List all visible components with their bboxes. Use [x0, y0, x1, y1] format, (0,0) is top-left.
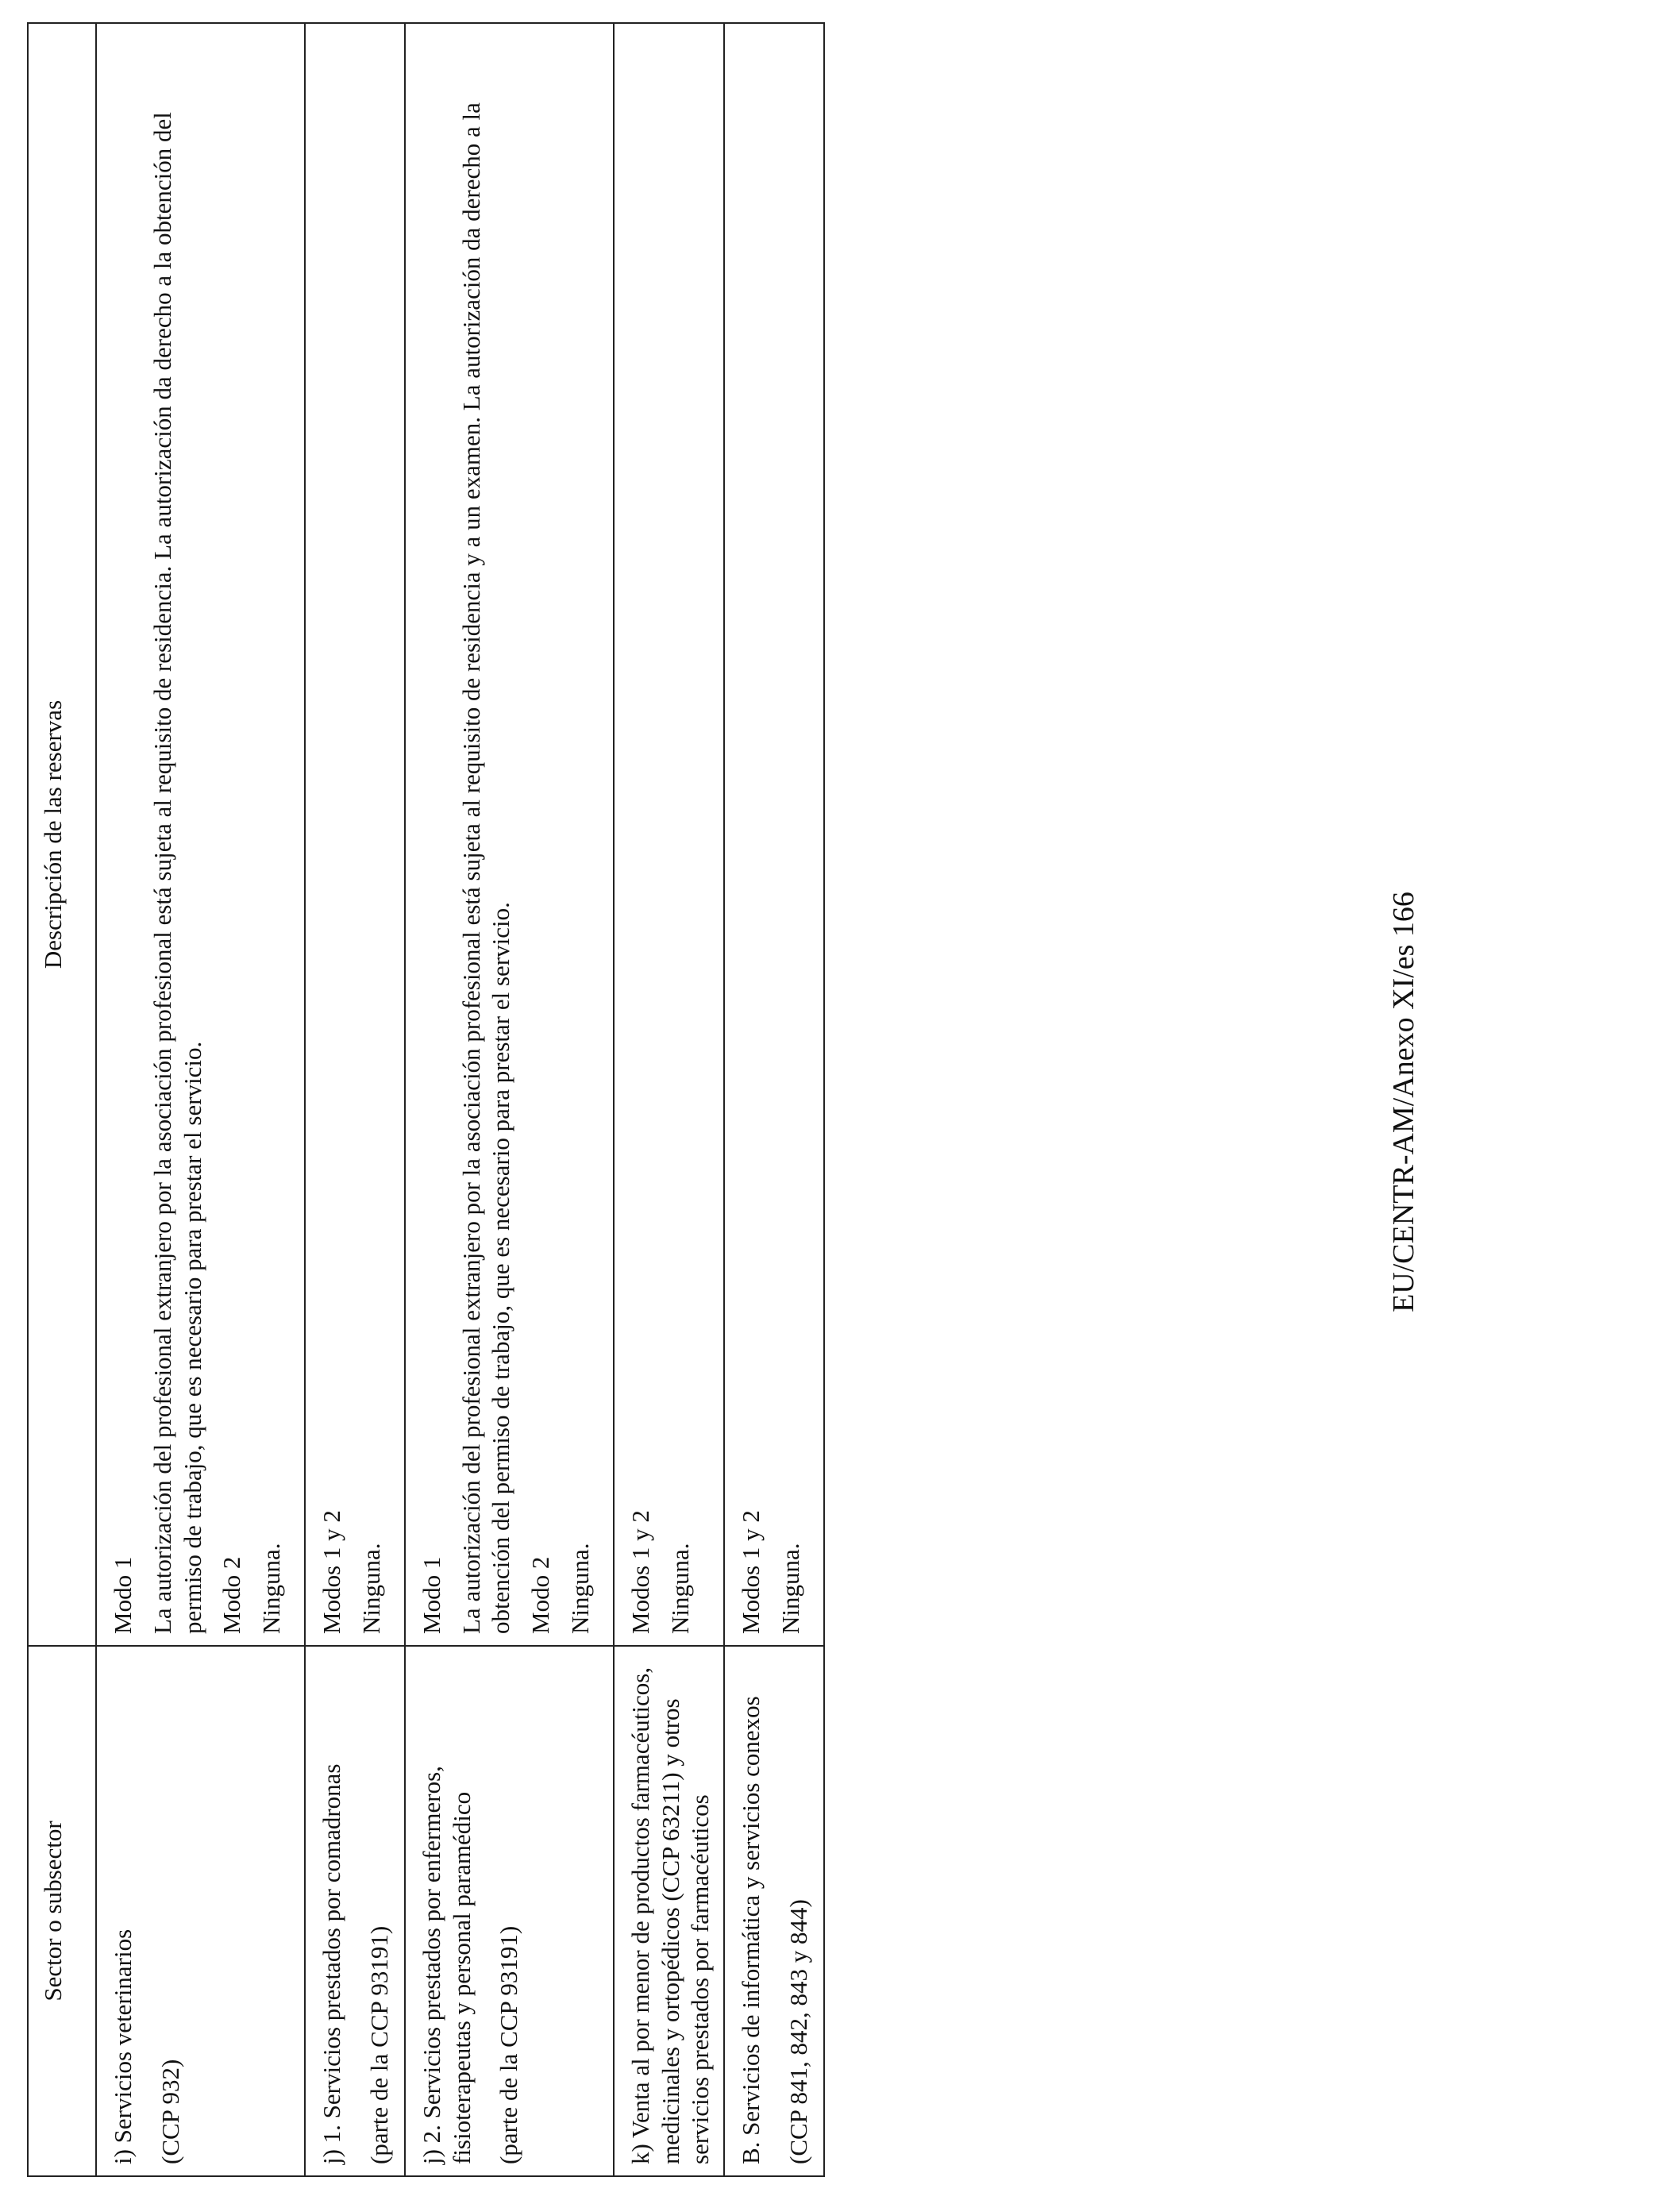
description-cell: [724, 23, 824, 1646]
table-row: [305, 23, 405, 2176]
description-text: Modos 1 y 2: [318, 1510, 346, 1634]
sector-text: (CCP 841, 842, 843 y 844): [784, 1899, 812, 2164]
table-header-row: [28, 23, 96, 2176]
sector-cell: [405, 1646, 614, 2176]
description-text: Ninguna.: [565, 1543, 594, 1634]
table-row: [96, 23, 305, 2176]
sector-text: i) Servicios veterinarios: [109, 1929, 137, 2164]
description-text: Ninguna.: [776, 1543, 804, 1634]
description-text: Modos 1 y 2: [626, 1510, 654, 1634]
header-description: Descripción de las reservas: [28, 23, 96, 1646]
sector-text: (CCP 932): [156, 2059, 184, 2164]
table-row: [405, 23, 614, 2176]
description-cell: [96, 23, 305, 1646]
sector-cell: [614, 1646, 724, 2176]
description-cell: [614, 23, 724, 1646]
description-text: Modo 2: [218, 1556, 246, 1634]
sector-text: k) Venta al por menor de productos farmacéuticos, medicinales y ortopédicos (CCP 63211) y otros servicios prestados por farmacéuticos: [626, 1666, 715, 2164]
sector-text: (parte de la CCP 93191): [495, 1925, 523, 2164]
description-text: Modo 2: [526, 1556, 555, 1634]
description-text: Modos 1 y 2: [737, 1510, 765, 1634]
reservations-table: [27, 22, 825, 2177]
document-reference: EU/CENTR-AM/Anexo XI/es 166: [1387, 892, 1420, 1312]
sector-text: B. Servicios de informática y servicios conexos: [737, 1696, 765, 2164]
sector-cell: [96, 1646, 305, 2176]
description-text: Modo 1: [109, 1556, 137, 1634]
sector-cell: [305, 1646, 405, 2176]
description-text: La autorización del profesional extranjero por la asociación profesional está sujeta al requisito de residencia y a un examen. La autorización da derecho a la obtención del permiso de trabajo, que es necesario para prestar el servicio.: [457, 102, 515, 1634]
table-row: [614, 23, 724, 2176]
description-text: Ninguna.: [257, 1543, 286, 1634]
description-text: La autorización del profesional extranjero por la asociación profesional está sujeta al requisito de residencia. La autorización da derecho a la obtención del permiso de trabajo, que es necesario para prestar el servicio.: [148, 112, 206, 1634]
description-cell: [305, 23, 405, 1646]
sector-text: j) 2. Servicios prestados por enfermeros, fisioterapeutas y personal paramédico: [417, 1766, 476, 2164]
description-text: Ninguna.: [665, 1543, 694, 1634]
table-body: [96, 23, 824, 2176]
sector-text: j) 1. Servicios prestados por comadronas: [318, 1763, 346, 2164]
description-text: Modo 1: [417, 1556, 445, 1634]
header-sector: Sector o subsector: [28, 1646, 96, 2176]
description-text: Ninguna.: [356, 1543, 385, 1634]
sector-text: (parte de la CCP 93191): [364, 1925, 393, 2164]
table-row: [724, 23, 824, 2176]
sector-cell: [724, 1646, 824, 2176]
description-cell: [405, 23, 614, 1646]
